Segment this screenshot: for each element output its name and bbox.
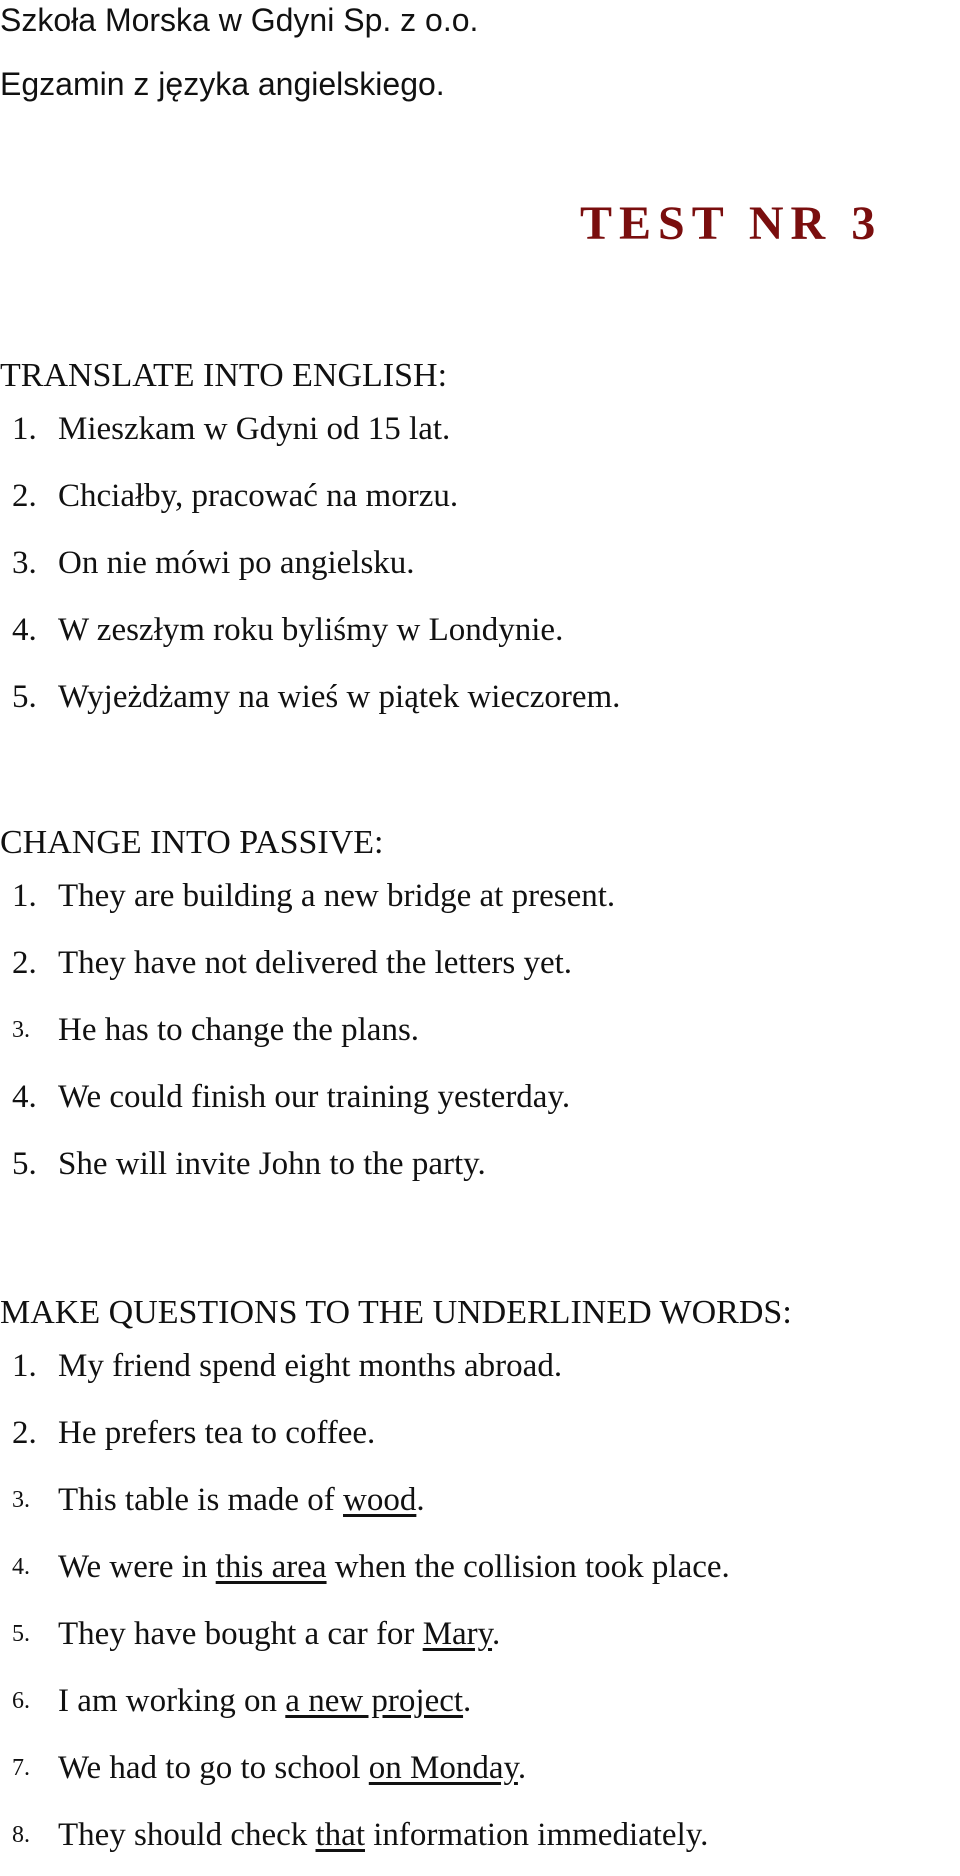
underlined-phrase: a new project <box>285 1683 464 1719</box>
text-fragment: He has to change the plans. <box>58 1012 420 1048</box>
underlined-phrase: this area <box>215 1549 327 1585</box>
exam-name: Egzamin z języka angielskiego. <box>0 66 445 102</box>
exercise-item <box>0 1333 960 1400</box>
item-number: 3. <box>12 1017 30 1043</box>
exercise-item <box>0 463 960 530</box>
underlined-phrase: Mary <box>422 1616 493 1652</box>
exercise-item <box>0 997 960 1064</box>
item-number: 5. <box>12 1621 30 1647</box>
exercise-item <box>0 1131 960 1198</box>
text-fragment: My friend spend eight months abroad. <box>58 1348 563 1384</box>
text-fragment: when the collision took place. <box>326 1549 730 1585</box>
text-fragment: . <box>416 1482 425 1518</box>
item-text <box>58 863 615 930</box>
exercise-item <box>0 1735 960 1802</box>
item-text <box>58 1400 375 1467</box>
item-text <box>58 664 620 731</box>
school-name: Szkoła Morska w Gdyni Sp. z o.o. <box>0 2 479 38</box>
item-text <box>58 1467 425 1534</box>
item-text <box>58 463 458 530</box>
exercise-item <box>0 1668 960 1735</box>
section-heading: MAKE QUESTIONS TO THE UNDERLINED WORDS: <box>0 1294 792 1331</box>
underlined-phrase: on Monday <box>368 1750 518 1786</box>
item-number: 3. <box>12 545 37 581</box>
item-number: 1. <box>12 411 37 447</box>
exercise-item <box>0 1802 960 1869</box>
exercise-item <box>0 1601 960 1668</box>
exercise-item <box>0 863 960 930</box>
exercise-item <box>0 1467 960 1534</box>
text-fragment: Wyjeżdżamy na wieś w piątek wieczorem. <box>58 679 621 715</box>
test-title: TEST NR 3 <box>580 197 883 250</box>
text-fragment: information immediately. <box>365 1817 709 1853</box>
item-number: 2. <box>12 1415 37 1451</box>
item-number: 2. <box>12 945 37 981</box>
text-fragment: Mieszkam w Gdyni od 15 lat. <box>58 411 451 447</box>
item-number: 2. <box>12 478 37 514</box>
text-fragment: . <box>517 1750 527 1786</box>
item-number: 4. <box>12 1079 37 1115</box>
exercise-list <box>0 396 960 731</box>
text-fragment: They have bought a car for <box>58 1616 423 1652</box>
item-number: 5. <box>12 1146 37 1182</box>
exercise-item <box>0 1064 960 1131</box>
exercise-item <box>0 597 960 664</box>
exercise-list <box>0 1333 960 1869</box>
section-translate <box>0 356 960 731</box>
text-fragment: I am working on <box>58 1683 286 1719</box>
item-text <box>58 1131 486 1198</box>
item-number: 5. <box>12 679 37 715</box>
item-number: 1. <box>12 878 37 914</box>
section-passive <box>0 823 960 1198</box>
item-text <box>58 930 572 997</box>
section-questions <box>0 1293 960 1869</box>
item-number: 1. <box>12 1348 37 1384</box>
item-text <box>58 597 563 664</box>
item-number: 7. <box>12 1755 30 1781</box>
item-text <box>58 997 419 1064</box>
exercise-item <box>0 1534 960 1601</box>
item-text <box>58 1735 526 1802</box>
section-heading: CHANGE INTO PASSIVE: <box>0 824 384 861</box>
item-number: 4. <box>12 1554 30 1580</box>
text-fragment: They are building a new bridge at present. <box>58 878 616 914</box>
text-fragment: We could finish our training yesterday. <box>58 1079 571 1115</box>
text-fragment: We were in <box>58 1549 216 1585</box>
exercise-item <box>0 930 960 997</box>
text-fragment: They have not delivered the letters yet. <box>58 945 573 981</box>
text-fragment: This table is made of <box>58 1482 344 1518</box>
exercise-item <box>0 664 960 731</box>
text-fragment: We had to go to school <box>58 1750 369 1786</box>
item-text <box>58 1064 570 1131</box>
item-text <box>58 1668 471 1735</box>
underlined-phrase: wood <box>343 1482 417 1518</box>
text-fragment: On nie mówi po angielsku. <box>58 545 415 581</box>
item-text <box>58 1802 708 1869</box>
text-fragment: . <box>492 1616 501 1652</box>
section-heading: TRANSLATE INTO ENGLISH: <box>0 357 448 394</box>
item-number: 4. <box>12 612 37 648</box>
item-number: 6. <box>12 1688 30 1714</box>
item-text <box>58 530 415 597</box>
text-fragment: Chciałby, pracować na morzu. <box>58 478 459 514</box>
text-fragment: She will invite John to the party. <box>58 1146 486 1182</box>
text-fragment: W zeszłym roku byliśmy w Londynie. <box>58 612 564 648</box>
item-text <box>58 1534 730 1601</box>
exercise-item <box>0 530 960 597</box>
exercise-item <box>0 1400 960 1467</box>
item-number: 8. <box>12 1822 30 1848</box>
underlined-phrase: that <box>315 1817 365 1853</box>
item-text <box>58 1333 562 1400</box>
text-fragment: They should check <box>58 1817 316 1853</box>
exercise-list <box>0 863 960 1198</box>
text-fragment: He prefers tea to coffee. <box>58 1415 376 1451</box>
item-text <box>58 1601 500 1668</box>
text-fragment: . <box>463 1683 472 1719</box>
item-text <box>58 396 450 463</box>
item-number: 3. <box>12 1487 30 1513</box>
exercise-item <box>0 396 960 463</box>
